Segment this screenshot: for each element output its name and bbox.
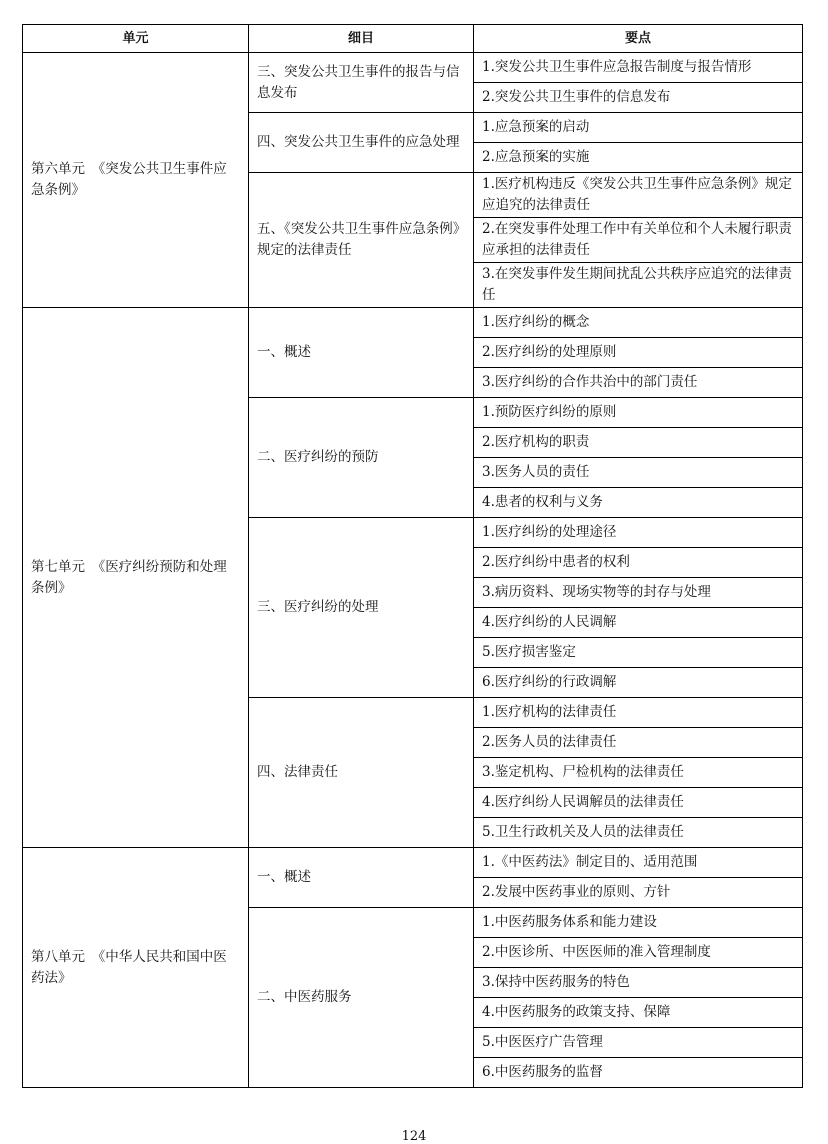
point-cell: 5.卫生行政机关及人员的法律责任	[474, 818, 803, 848]
point-cell: 5.中医医疗广告管理	[474, 1028, 803, 1058]
topic-cell: 二、医疗纠纷的预防	[249, 398, 474, 518]
point-cell: 2.医疗纠纷的处理原则	[474, 338, 803, 368]
point-cell: 1.医疗纠纷的概念	[474, 308, 803, 338]
point-cell: 2.医疗机构的职责	[474, 428, 803, 458]
point-cell: 3.病历资料、现场实物等的封存与处理	[474, 578, 803, 608]
header-point: 要点	[474, 25, 803, 53]
point-cell: 4.患者的权利与义务	[474, 488, 803, 518]
unit-7-name: 第七单元 《医疗纠纷预防和处理条例》	[23, 308, 249, 848]
point-cell: 3.保持中医药服务的特色	[474, 968, 803, 998]
point-cell: 5.医疗损害鉴定	[474, 638, 803, 668]
point-cell: 4.医疗纠纷的人民调解	[474, 608, 803, 638]
header-topic: 细目	[249, 25, 474, 53]
unit-8-name: 第八单元 《中华人民共和国中医药法》	[23, 848, 249, 1088]
point-cell: 3.在突发事件发生期间扰乱公共秩序应追究的法律责任	[474, 263, 803, 308]
point-cell: 1.医疗机构的法律责任	[474, 698, 803, 728]
point-cell: 1.医疗纠纷的处理途径	[474, 518, 803, 548]
point-cell: 1.应急预案的启动	[474, 113, 803, 143]
topic-cell: 三、突发公共卫生事件的报告与信息发布	[249, 53, 474, 113]
point-cell: 6.医疗纠纷的行政调解	[474, 668, 803, 698]
point-cell: 2.发展中医药事业的原则、方针	[474, 878, 803, 908]
point-cell: 2.医务人员的法律责任	[474, 728, 803, 758]
point-cell: 3.鉴定机构、尸检机构的法律责任	[474, 758, 803, 788]
topic-cell: 二、中医药服务	[249, 908, 474, 1088]
point-cell: 2.应急预案的实施	[474, 143, 803, 173]
unit-6-name: 第六单元 《突发公共卫生事件应急条例》	[23, 53, 249, 308]
table-row	[23, 53, 803, 83]
page-number: 124	[401, 1129, 427, 1144]
syllabus-table	[22, 24, 803, 1088]
topic-cell: 一、概述	[249, 848, 474, 908]
point-cell: 2.中医诊所、中医医师的准入管理制度	[474, 938, 803, 968]
point-cell: 1.医疗机构违反《突发公共卫生事件应急条例》规定应追究的法律责任	[474, 173, 803, 218]
header-unit: 单元	[23, 25, 249, 53]
header-row	[23, 25, 803, 53]
point-cell: 3.医务人员的责任	[474, 458, 803, 488]
table-row	[23, 308, 803, 338]
point-cell: 2.在突发事件处理工作中有关单位和个人未履行职责应承担的法律责任	[474, 218, 803, 263]
point-cell: 6.中医药服务的监督	[474, 1058, 803, 1088]
point-cell: 2.医疗纠纷中患者的权利	[474, 548, 803, 578]
point-cell: 3.医疗纠纷的合作共治中的部门责任	[474, 368, 803, 398]
point-cell: 1.中医药服务体系和能力建设	[474, 908, 803, 938]
topic-cell: 三、医疗纠纷的处理	[249, 518, 474, 698]
point-cell: 1.《中医药法》制定目的、适用范围	[474, 848, 803, 878]
topic-cell: 五、《突发公共卫生事件应急条例》规定的法律责任	[249, 173, 474, 308]
point-cell: 2.突发公共卫生事件的信息发布	[474, 83, 803, 113]
point-cell: 4.中医药服务的政策支持、保障	[474, 998, 803, 1028]
point-cell: 1.预防医疗纠纷的原则	[474, 398, 803, 428]
point-cell: 1.突发公共卫生事件应急报告制度与报告情形	[474, 53, 803, 83]
table-row	[23, 848, 803, 878]
topic-cell: 一、概述	[249, 308, 474, 398]
topic-cell: 四、法律责任	[249, 698, 474, 848]
topic-cell: 四、突发公共卫生事件的应急处理	[249, 113, 474, 173]
point-cell: 4.医疗纠纷人民调解员的法律责任	[474, 788, 803, 818]
